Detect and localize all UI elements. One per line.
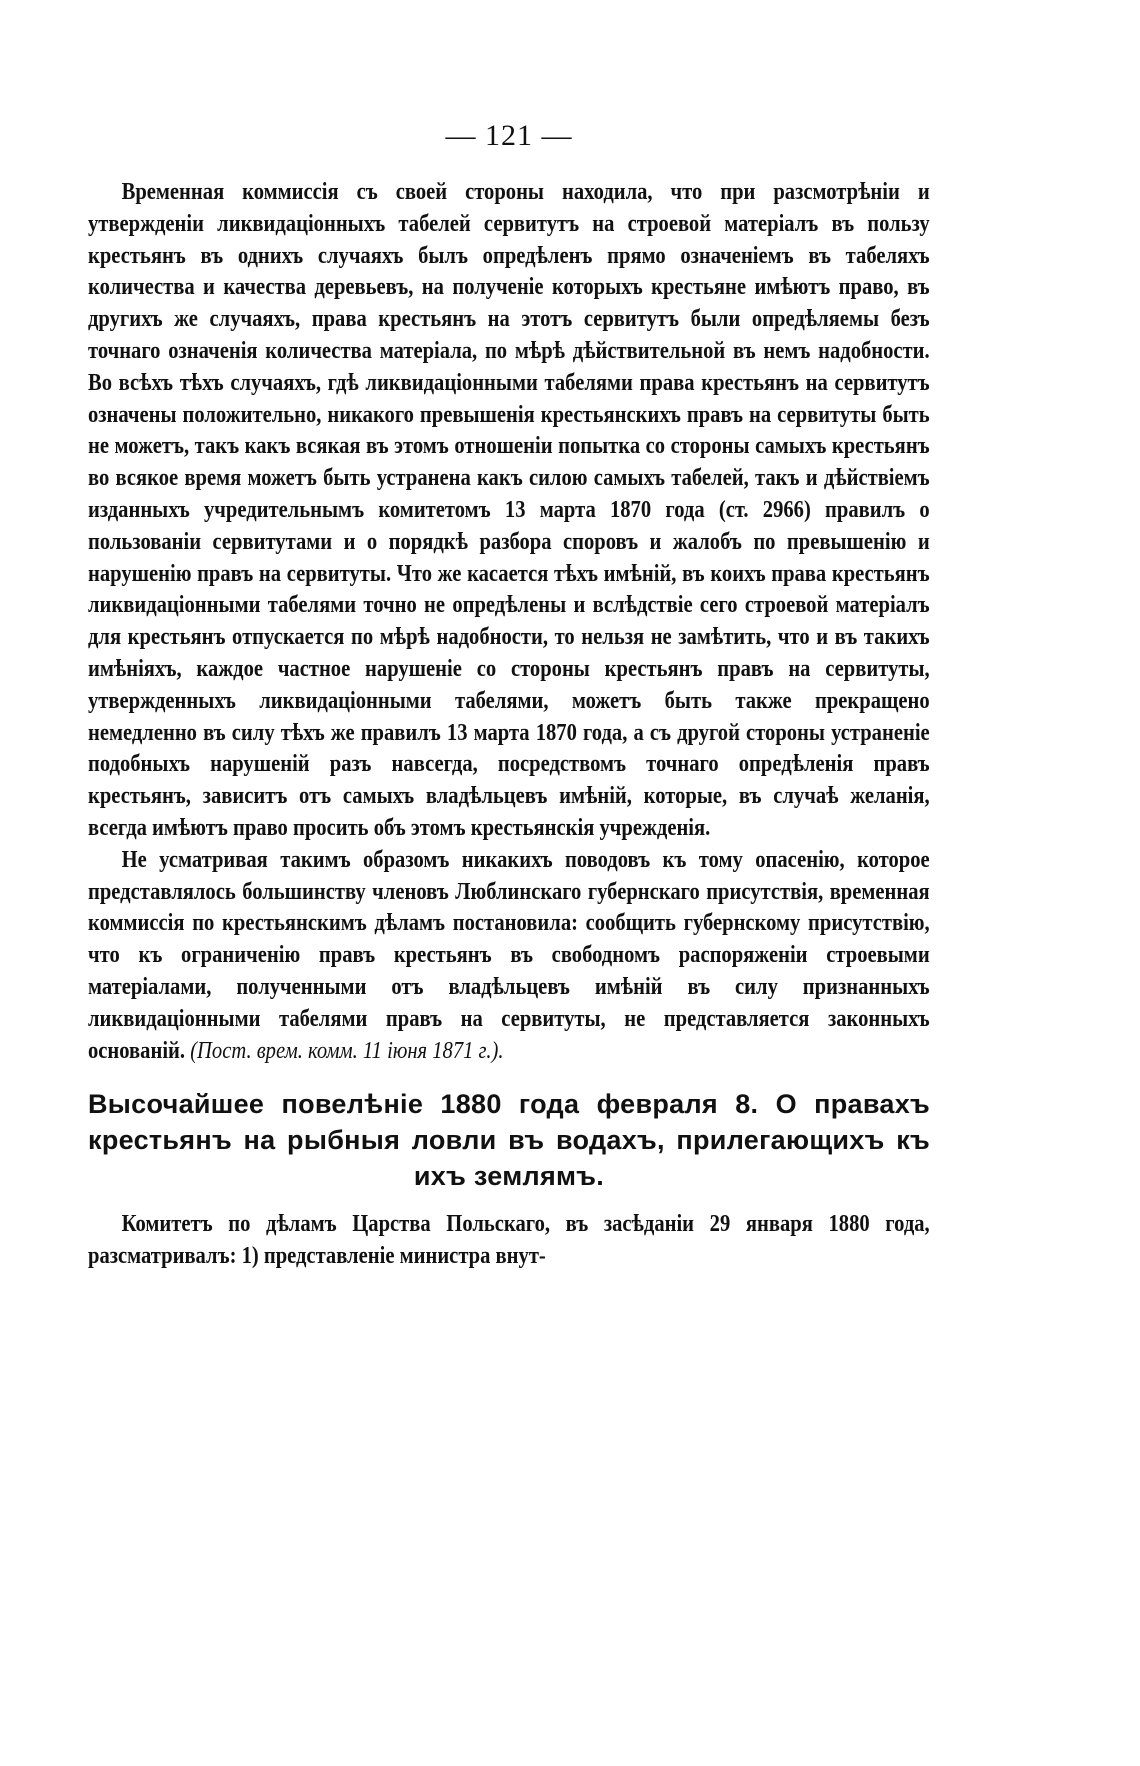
paragraph-commission-findings: Временная коммиссія съ своей стороны находила, что при разсмотрѣніи и утвержденіи ликвидаціонныхъ табелей сервитутъ на строевой матеріалъ въ пользу крестьянъ въ однихъ случаяхъ былъ опредѣленъ прямо означеніемъ въ табеляхъ количества и качества деревьевъ, на полученіе которыхъ крестьяне имѣютъ право, въ другихъ же случаяхъ, права крестьянъ на этотъ сервитутъ были опредѣляемы безъ точнаго означенія количества матеріала, по мѣрѣ дѣйствительной въ немъ надобности. Во всѣхъ тѣхъ случаяхъ, гдѣ ликвидаціонными табелями права крестьянъ на сервитутъ означены положительно, никакого превышенія крестьянскихъ правъ на сервитуты быть не можетъ, такъ какъ всякая въ этомъ отношеніи попытка со стороны самыхъ крестьянъ во всякое время можетъ быть устранена какъ силою самыхъ табелей, такъ и дѣйствіемъ изданныхъ учредительнымъ комитетомъ 13 марта 1870 года (ст. 2966) правилъ о пользованіи сервитутами и о порядкѣ разбора споровъ и жалобъ по превышенію и нарушенію правъ на сервитуты. Что же касается тѣхъ имѣній, въ коихъ права крестьянъ ликвидаціонными табелями точно не опредѣлены и вслѣдствіе сего строевой матеріалъ для крестьянъ отпускается по мѣрѣ надобности, то нельзя не замѣтить, что и въ такихъ имѣніяхъ, каждое частное нарушеніе со стороны крестьянъ правъ на сервитуты, утвержденныхъ ликвидаціонными табелями, можетъ быть также прекращено немедленно въ силу тѣхъ же правилъ 13 марта 1870 года, а съ другой стороны устраненіе подобныхъ нарушеній разъ навсегда, посредствомъ точнаго опредѣленія правъ крестьянъ, зависитъ отъ самыхъ владѣльцевъ имѣній, которые, въ случаѣ желанія, всегда имѣютъ право просить объ этомъ крестьянскія учрежденія. [88,178,930,841]
page-number: — 121 — [445,119,573,152]
section-heading: Высочайшее повелѣніе 1880 года февраля 8. О правахъ крестьянъ на рыбныя ловли въ водахъ, прилегающихъ къ ихъ землямъ. [88,1089,930,1192]
paragraph-resolution [88,844,930,1067]
text-column [88,118,930,1272]
paragraph-committee: Комитетъ по дѣламъ Царства Польскаго, въ засѣданіи 29 января 1880 года, разсматривалъ: 1) представленіе министра внут- [88,1210,930,1270]
resolution-text: Не усматривая такимъ образомъ никакихъ поводовъ къ тому опасенію, которое представлялось большинству членовъ Люблинскаго губернскаго присутствія, временная коммиссія по крестьянскимъ дѣламъ постановила: сообщить губернскому присутствію, что къ ограниченію правъ крестьянъ въ свободномъ распоряженіи строевыми матеріалами, полученными отъ владѣльцевъ имѣній въ силу признанныхъ ликвидаціонными табелями правъ на сервитуты, не представляется законныхъ основаній. [88,845,930,1064]
citation: (Пост. врем. комм. 11 іюня 1871 г.). [190,1036,504,1064]
